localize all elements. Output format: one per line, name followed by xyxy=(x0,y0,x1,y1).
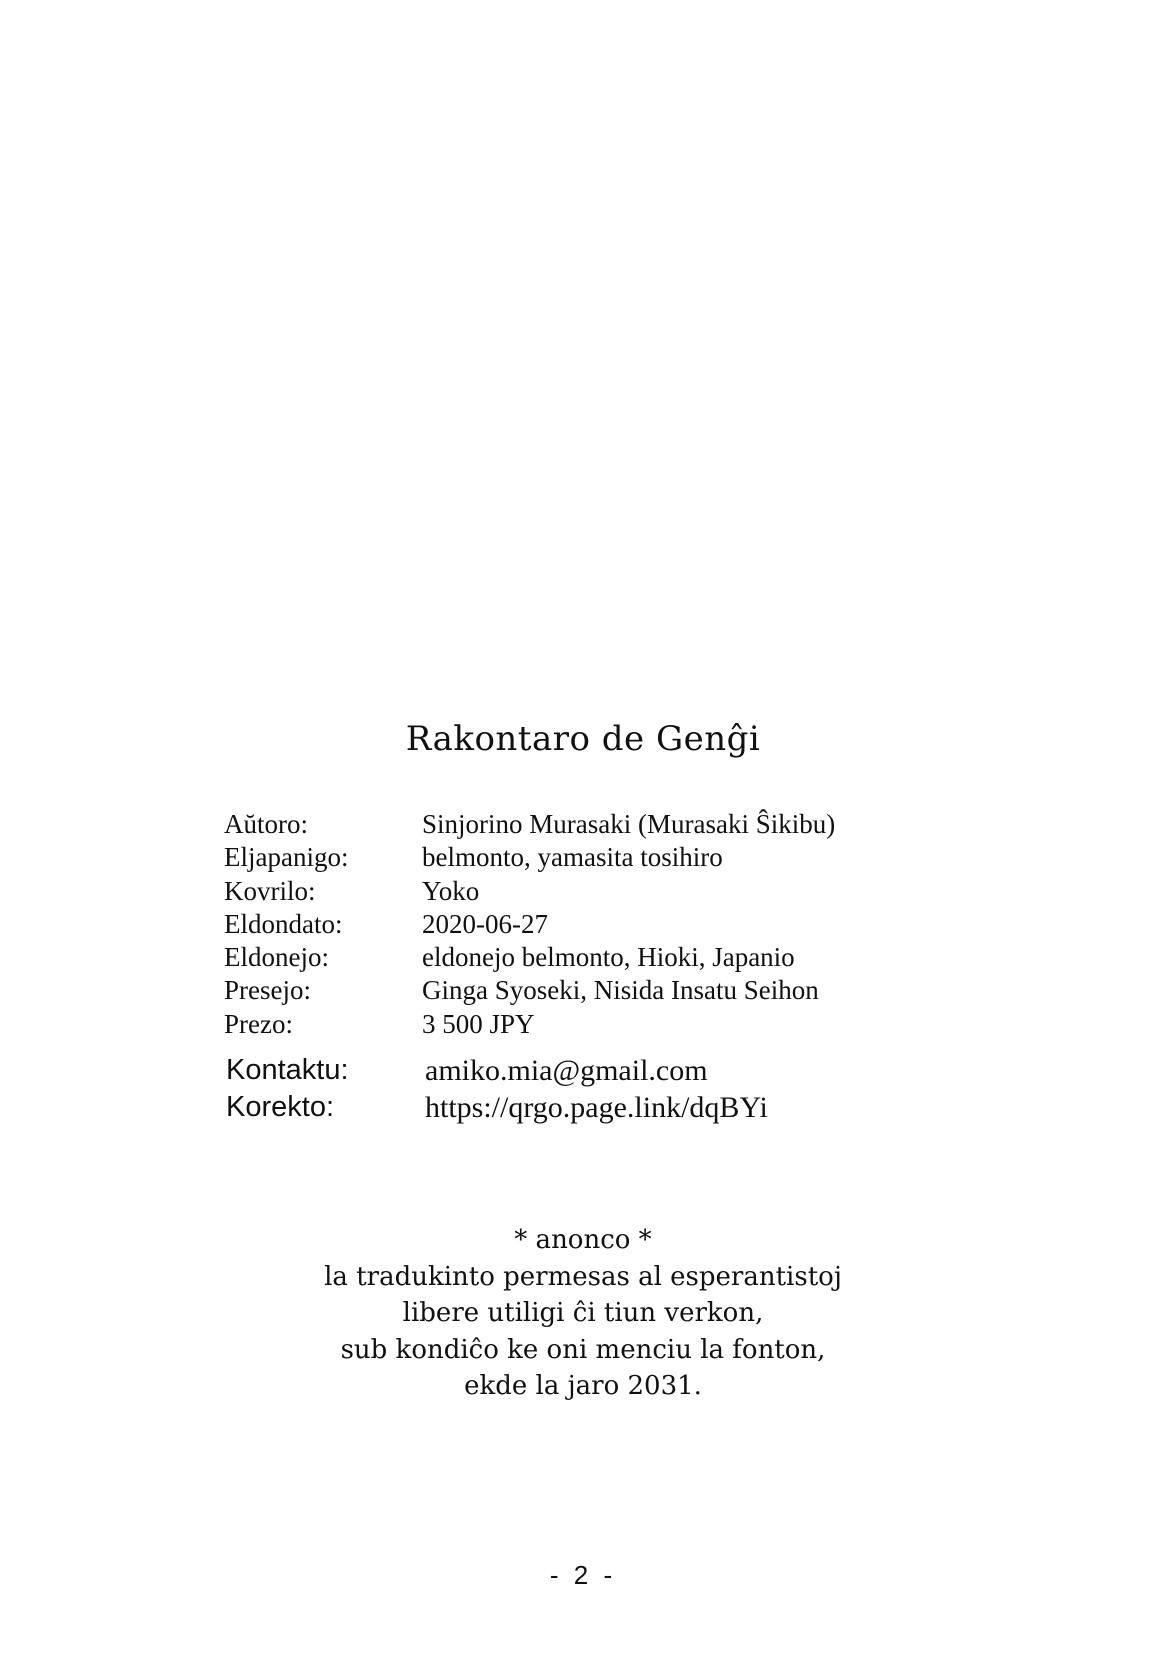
colophon-row-translation xyxy=(224,841,835,874)
page-number: - 2 - xyxy=(549,1560,617,1590)
license-notice xyxy=(0,1222,1166,1405)
colophon-label: Eldondato: xyxy=(224,908,343,939)
notice-line: la tradukinto permesas al esperantistoj xyxy=(324,1261,842,1292)
colophon-label: Prezo: xyxy=(224,1008,293,1039)
contact-label: Korekto: xyxy=(226,1091,334,1123)
colophon-value: Sinjorino Murasaki (Murasaki Ŝikibu) xyxy=(422,809,836,839)
colophon-label: Eljapanigo: xyxy=(224,842,349,873)
contact-row-correction xyxy=(226,1089,768,1126)
notice-line: libere utiligi ĉi tiun verkon, xyxy=(402,1298,764,1328)
contact-table xyxy=(226,1052,768,1126)
colophon-row-price xyxy=(224,1008,835,1041)
notice-heading: * anonco * xyxy=(514,1225,652,1255)
notice-line: sub kondiĉo ke oni menciu la fonton, xyxy=(340,1334,826,1365)
colophon-label: Aŭtoro: xyxy=(224,809,308,839)
colophon-label: Presejo: xyxy=(224,975,311,1006)
colophon-value: eldonejo belmonto, Hioki, Japanio xyxy=(422,942,795,973)
email-link[interactable]: amiko.mia@gmail.com xyxy=(425,1054,708,1087)
colophon-table xyxy=(224,808,835,1041)
colophon-label: Eldonejo: xyxy=(224,942,329,973)
colophon-value: Ginga Syoseki, Nisida Insatu Seihon xyxy=(422,975,819,1006)
colophon-row-date xyxy=(224,908,835,941)
contact-row-email xyxy=(226,1052,768,1089)
colophon-row-author xyxy=(224,808,835,841)
page-title: Rakontaro de Genĝi xyxy=(405,719,761,759)
colophon-row-cover xyxy=(224,875,835,908)
notice-line: ekde la jaro 2031. xyxy=(464,1371,702,1401)
colophon-row-printer xyxy=(224,974,835,1007)
colophon-value: Yoko xyxy=(422,875,480,906)
correction-link[interactable]: https://qrgo.page.link/dqBYi xyxy=(425,1091,768,1124)
contact-label: Kontaktu: xyxy=(226,1054,349,1086)
colophon-label: Kovrilo: xyxy=(224,875,316,906)
colophon-value: 2020-06-27 xyxy=(422,908,548,939)
colophon-value: 3 500 JPY xyxy=(422,1008,535,1039)
colophon-value: belmonto, yamasita tosihiro xyxy=(422,842,723,873)
colophon-row-publisher xyxy=(224,941,835,974)
